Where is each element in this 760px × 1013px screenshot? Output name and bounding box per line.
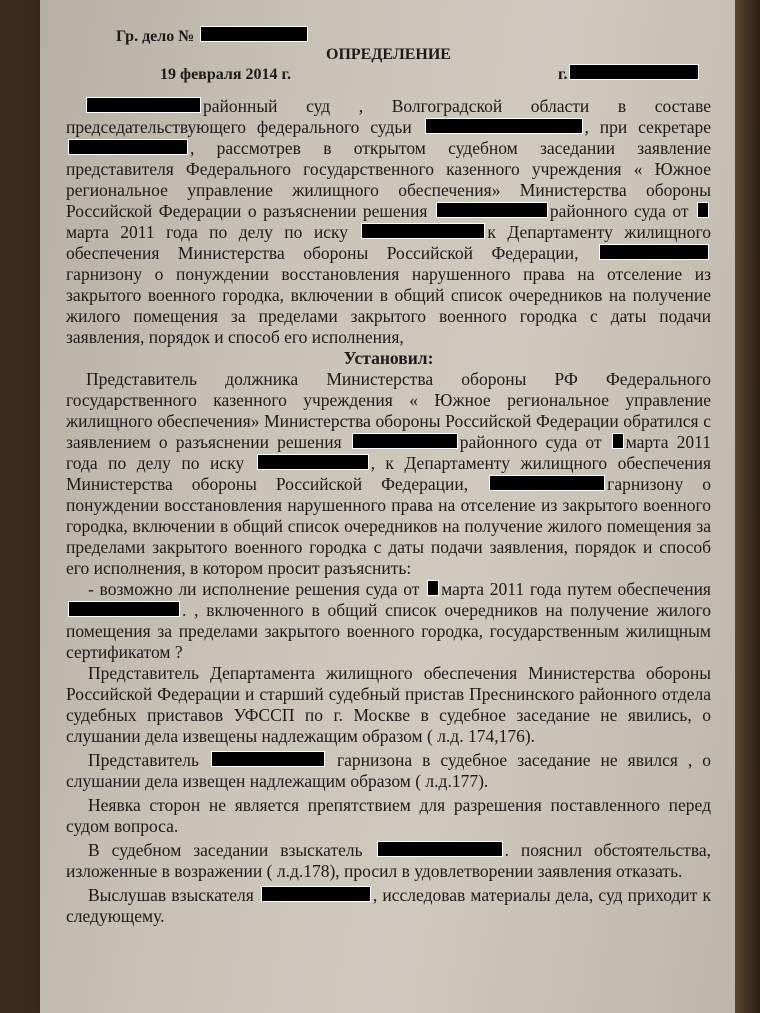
document-content <box>66 22 711 927</box>
redaction-bar <box>352 433 458 449</box>
redaction-bar <box>697 202 709 218</box>
redaction-bar <box>68 601 180 617</box>
paragraph-conclusion: Выслушав взыскателя , исследовав материалы дела, суд приходит к следующему. <box>66 885 712 926</box>
background-edge <box>735 0 760 1013</box>
redaction-bar <box>436 202 548 218</box>
redaction-bar <box>377 841 503 857</box>
paragraph-nonappearance: Неявка сторон не является препятствием для разрешения поставленного перед судом вопроса. <box>66 795 711 836</box>
redaction-bar <box>569 64 699 80</box>
paragraph-intro: районный суд , Волгоградской области в составе председательствующего федерального судьи , при секретаре , рассмотрев в открытом судебном заседании заявление представителя Федерального государственного казенного учреждения « Южное региональное управление жилищного обеспечения» Министерства обороны Российской Федерации о разъяснении решения районного суда от марта 2011 года по делу по иску к Департаменту жилищного обеспечения Министерства обороны Российской Федерации, гарнизону о понуждении восстановления нарушенного права на отселение из закрытого военного городка, включении в общий список очередников на получение жилого помещения за пределами закрытого военного городка с даты подачи заявления, порядок и способ его исполнения, <box>66 96 711 347</box>
paragraph-request: Представитель должника Министерства обороны РФ Федерального государственного казенного учреждения « Южное региональное управление жилищного обеспечения» Министерства обороны Российской Федерации обратился с заявлением о разъяснении решения районного суда от марта 2011 года по делу по иску , к Департаменту жилищного обеспечения Министерства обороны Российской Федерации, гарнизону о понуждении восстановления нарушенного права на отселение из закрытого военного городка, включении в общий список очередников на получение жилого помещения за пределами закрытого военного городка с даты подачи заявления, порядок и способ его исполнения, в котором просит разъяснить: <box>66 369 712 578</box>
redaction-bar <box>425 118 583 134</box>
document-title: ОПРЕДЕЛЕНИЕ <box>326 46 451 63</box>
city-prefix: г. <box>558 66 568 83</box>
paragraph-absence: Представитель Департамента жилищного обеспечения Министерства обороны Российской Федерации и старший судебный пристав Преснинского районного отдела судебных приставов УФССП по г. Москве в судебное заседание не явились, о слушании дела извещены надлежащим образом ( л.д. 174,176). <box>66 663 711 746</box>
redaction-bar <box>489 475 605 491</box>
redaction-bar <box>612 433 624 449</box>
redaction-bar <box>86 97 201 113</box>
paragraph-claimant: В судебном заседании взыскатель . пояснил обстоятельства, изложенные в возражении ( л.д.178), просил в удовлетворении заявления отказать. <box>66 840 712 881</box>
case-number-label: Гр. дело № <box>116 28 195 45</box>
redaction-bar <box>361 223 485 239</box>
redaction-bar <box>427 580 439 596</box>
redaction-bar <box>261 886 371 902</box>
date-line <box>66 64 711 88</box>
document-date: 19 февраля 2014 г. <box>160 66 291 83</box>
case-number-line <box>66 22 711 44</box>
redaction-bar <box>68 139 188 155</box>
paragraph-garrison: Представитель гарнизона в судебное заседание не явился , о слушании дела извещен надлежащим образом ( л.д.177). <box>66 750 712 791</box>
paragraph-question: - возможно ли исполнение решения суда от марта 2011 года путем обеспечения . , включенного в общий список очередников на получение жилого помещения за пределами закрытого военного городка, государственным жилищным сертификатом ? <box>66 579 711 662</box>
redaction-bar <box>599 244 709 260</box>
redaction-bar <box>257 454 369 470</box>
section-heading: Установил: <box>343 348 434 368</box>
redaction-bar <box>200 26 308 42</box>
redaction-bar <box>211 751 325 767</box>
